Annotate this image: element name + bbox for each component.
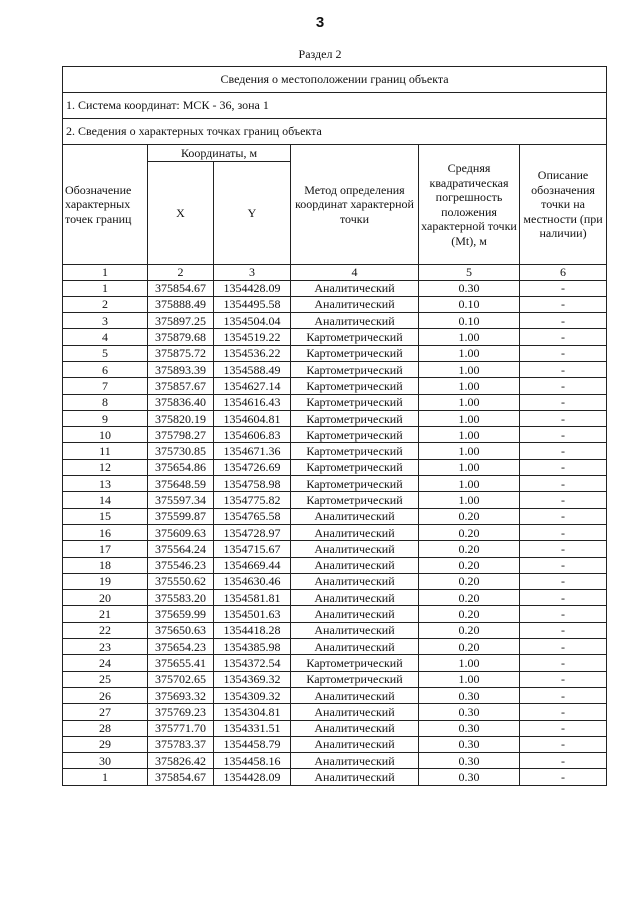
point-number: 28 [63,720,148,736]
point-number: 18 [63,557,148,573]
table-title: Сведения о местоположении границ объекта [63,67,607,93]
description: - [520,443,607,459]
header-description: Описание обозначения точки на местности (при наличии) [520,145,607,265]
table-row [63,329,607,345]
method: Аналитический [291,573,419,589]
page-number: 3 [315,14,325,31]
method: Картометрический [291,345,419,361]
accuracy: 0.20 [419,541,520,557]
coord-y: 1354630.46 [214,573,291,589]
coord-y: 1354331.51 [214,720,291,736]
coord-x: 375654.23 [148,639,214,655]
table-row [63,492,607,508]
point-number: 17 [63,541,148,557]
coord-x: 375654.86 [148,459,214,475]
accuracy: 0.20 [419,508,520,524]
accuracy: 0.20 [419,639,520,655]
description: - [520,378,607,394]
description: - [520,394,607,410]
accuracy: 1.00 [419,361,520,377]
coord-x: 375893.39 [148,361,214,377]
table-row [63,443,607,459]
method: Картометрический [291,492,419,508]
method: Аналитический [291,313,419,329]
description: - [520,704,607,720]
method: Картометрический [291,410,419,426]
method: Картометрический [291,361,419,377]
description: - [520,476,607,492]
method: Аналитический [291,769,419,785]
table-row [63,459,607,475]
point-number: 8 [63,394,148,410]
accuracy: 0.20 [419,606,520,622]
method: Картометрический [291,476,419,492]
accuracy: 1.00 [419,427,520,443]
coord-x: 375820.19 [148,410,214,426]
point-number: 12 [63,459,148,475]
method: Картометрический [291,459,419,475]
description: - [520,622,607,638]
coord-x: 375550.62 [148,573,214,589]
description: - [520,345,607,361]
table-row [63,753,607,769]
coord-y: 1354671.36 [214,443,291,459]
accuracy: 1.00 [419,443,520,459]
coord-y: 1354536.22 [214,345,291,361]
boundary-table [62,66,607,786]
accuracy: 0.30 [419,753,520,769]
description: - [520,769,607,785]
description: - [520,655,607,671]
table-row [63,606,607,622]
point-number: 27 [63,704,148,720]
coord-y: 1354385.98 [214,639,291,655]
accuracy: 0.30 [419,720,520,736]
method: Картометрический [291,394,419,410]
method: Аналитический [291,753,419,769]
point-number: 16 [63,524,148,540]
coord-x: 375564.24 [148,541,214,557]
coord-x: 375875.72 [148,345,214,361]
coord-x: 375693.32 [148,687,214,703]
table-row [63,590,607,606]
coord-x: 375769.23 [148,704,214,720]
table-row [63,378,607,394]
method: Аналитический [291,622,419,638]
accuracy: 1.00 [419,655,520,671]
method: Аналитический [291,720,419,736]
point-number: 29 [63,736,148,752]
coord-x: 375659.99 [148,606,214,622]
description: - [520,361,607,377]
description: - [520,410,607,426]
table-row [63,361,607,377]
method: Аналитический [291,687,419,703]
column-number: 6 [520,265,607,281]
coord-y: 1354369.32 [214,671,291,687]
accuracy: 1.00 [419,329,520,345]
point-number: 22 [63,622,148,638]
accuracy: 0.30 [419,280,520,296]
accuracy: 1.00 [419,394,520,410]
description: - [520,313,607,329]
coord-y: 1354458.79 [214,736,291,752]
table-row [63,704,607,720]
table-row [63,541,607,557]
point-number: 1 [63,769,148,785]
point-number: 23 [63,639,148,655]
coord-x: 375798.27 [148,427,214,443]
accuracy: 1.00 [419,671,520,687]
description: - [520,573,607,589]
point-number: 25 [63,671,148,687]
accuracy: 0.20 [419,524,520,540]
point-number: 1 [63,280,148,296]
accuracy: 0.30 [419,704,520,720]
point-number: 11 [63,443,148,459]
description: - [520,524,607,540]
coord-x: 375857.67 [148,378,214,394]
coord-y: 1354418.28 [214,622,291,638]
coord-x: 375597.34 [148,492,214,508]
description: - [520,687,607,703]
description: - [520,557,607,573]
coord-y: 1354309.32 [214,687,291,703]
method: Аналитический [291,557,419,573]
point-number: 9 [63,410,148,426]
point-number: 21 [63,606,148,622]
header-designation: Обозначение характерных точек границ [63,145,148,265]
method: Аналитический [291,541,419,557]
method: Аналитический [291,639,419,655]
description: - [520,590,607,606]
column-number: 4 [291,265,419,281]
coord-y: 1354581.81 [214,590,291,606]
table-row [63,671,607,687]
table-row [63,769,607,785]
accuracy: 1.00 [419,378,520,394]
accuracy: 0.30 [419,687,520,703]
description: - [520,720,607,736]
accuracy: 1.00 [419,459,520,475]
description: - [520,639,607,655]
coord-x: 375609.63 [148,524,214,540]
coord-x: 375854.67 [148,280,214,296]
coord-y: 1354604.81 [214,410,291,426]
coord-x: 375546.23 [148,557,214,573]
method: Картометрический [291,329,419,345]
header-method: Метод определения координат характерной точки [291,145,419,265]
accuracy: 1.00 [419,410,520,426]
accuracy: 0.20 [419,622,520,638]
point-number: 10 [63,427,148,443]
method: Аналитический [291,606,419,622]
coord-x: 375702.65 [148,671,214,687]
method: Картометрический [291,655,419,671]
accuracy: 0.10 [419,296,520,312]
coord-y: 1354728.97 [214,524,291,540]
coord-x: 375783.37 [148,736,214,752]
accuracy: 1.00 [419,476,520,492]
table-row [63,345,607,361]
point-number: 19 [63,573,148,589]
point-number: 2 [63,296,148,312]
coord-system: 1. Система координат: МСК - 36, зона 1 [63,93,607,119]
point-number: 7 [63,378,148,394]
point-number: 15 [63,508,148,524]
table-row [63,296,607,312]
table-row [63,476,607,492]
coord-y: 1354715.67 [214,541,291,557]
column-number: 5 [419,265,520,281]
table-row [63,655,607,671]
description: - [520,296,607,312]
header-y: Y [214,162,291,265]
description: - [520,606,607,622]
coord-y: 1354372.54 [214,655,291,671]
column-number: 2 [148,265,214,281]
coord-y: 1354606.83 [214,427,291,443]
coord-x: 375897.25 [148,313,214,329]
table-row [63,313,607,329]
coord-y: 1354495.58 [214,296,291,312]
method: Картометрический [291,671,419,687]
table-row [63,427,607,443]
coord-x: 375599.87 [148,508,214,524]
header-coordinates: Координаты, м [148,145,291,162]
header-accuracy: Средняя квадратическая погрешность положения характерной точки (Mt), м [419,145,520,265]
point-number: 13 [63,476,148,492]
section-title: Раздел 2 [298,47,342,61]
description: - [520,459,607,475]
points-title: 2. Сведения о характерных точках границ объекта [63,119,607,145]
coord-y: 1354428.09 [214,280,291,296]
description: - [520,492,607,508]
method: Аналитический [291,524,419,540]
accuracy: 0.20 [419,557,520,573]
table-row [63,736,607,752]
coord-x: 375879.68 [148,329,214,345]
accuracy: 0.20 [419,590,520,606]
column-numbers-row [63,265,607,281]
description: - [520,736,607,752]
table-row [63,622,607,638]
point-number: 3 [63,313,148,329]
coord-x: 375826.42 [148,753,214,769]
table-row [63,508,607,524]
table-row [63,524,607,540]
point-number: 4 [63,329,148,345]
table-row [63,687,607,703]
point-number: 26 [63,687,148,703]
description: - [520,329,607,345]
accuracy: 1.00 [419,345,520,361]
description: - [520,427,607,443]
coord-x: 375655.41 [148,655,214,671]
accuracy: 0.30 [419,769,520,785]
column-number: 1 [63,265,148,281]
coord-x: 375583.20 [148,590,214,606]
method: Аналитический [291,590,419,606]
coord-x: 375650.63 [148,622,214,638]
coord-y: 1354519.22 [214,329,291,345]
coord-x: 375730.85 [148,443,214,459]
method: Аналитический [291,704,419,720]
table-row [63,280,607,296]
coord-y: 1354669.44 [214,557,291,573]
header-x: X [148,162,214,265]
coord-y: 1354726.69 [214,459,291,475]
coord-y: 1354428.09 [214,769,291,785]
point-number: 5 [63,345,148,361]
accuracy: 1.00 [419,492,520,508]
description: - [520,541,607,557]
coord-y: 1354758.98 [214,476,291,492]
method: Аналитический [291,280,419,296]
coord-y: 1354501.63 [214,606,291,622]
coord-x: 375888.49 [148,296,214,312]
method: Аналитический [291,736,419,752]
description: - [520,508,607,524]
accuracy: 0.10 [419,313,520,329]
column-number: 3 [214,265,291,281]
method: Аналитический [291,508,419,524]
table-row [63,394,607,410]
description: - [520,753,607,769]
point-number: 24 [63,655,148,671]
table-row [63,410,607,426]
point-number: 20 [63,590,148,606]
description: - [520,671,607,687]
accuracy: 0.30 [419,736,520,752]
table-row [63,720,607,736]
coord-y: 1354304.81 [214,704,291,720]
coord-x: 375771.70 [148,720,214,736]
coord-y: 1354775.82 [214,492,291,508]
method: Аналитический [291,296,419,312]
table-row [63,557,607,573]
accuracy: 0.20 [419,573,520,589]
point-number: 6 [63,361,148,377]
coord-x: 375648.59 [148,476,214,492]
table-row [63,573,607,589]
table-row [63,639,607,655]
coord-y: 1354765.58 [214,508,291,524]
coord-x: 375854.67 [148,769,214,785]
coord-y: 1354504.04 [214,313,291,329]
point-number: 14 [63,492,148,508]
coord-y: 1354458.16 [214,753,291,769]
coord-x: 375836.40 [148,394,214,410]
method: Картометрический [291,378,419,394]
coord-y: 1354627.14 [214,378,291,394]
coord-y: 1354616.43 [214,394,291,410]
data-rows [63,280,607,785]
coord-y: 1354588.49 [214,361,291,377]
description: - [520,280,607,296]
method: Картометрический [291,443,419,459]
point-number: 30 [63,753,148,769]
method: Картометрический [291,427,419,443]
